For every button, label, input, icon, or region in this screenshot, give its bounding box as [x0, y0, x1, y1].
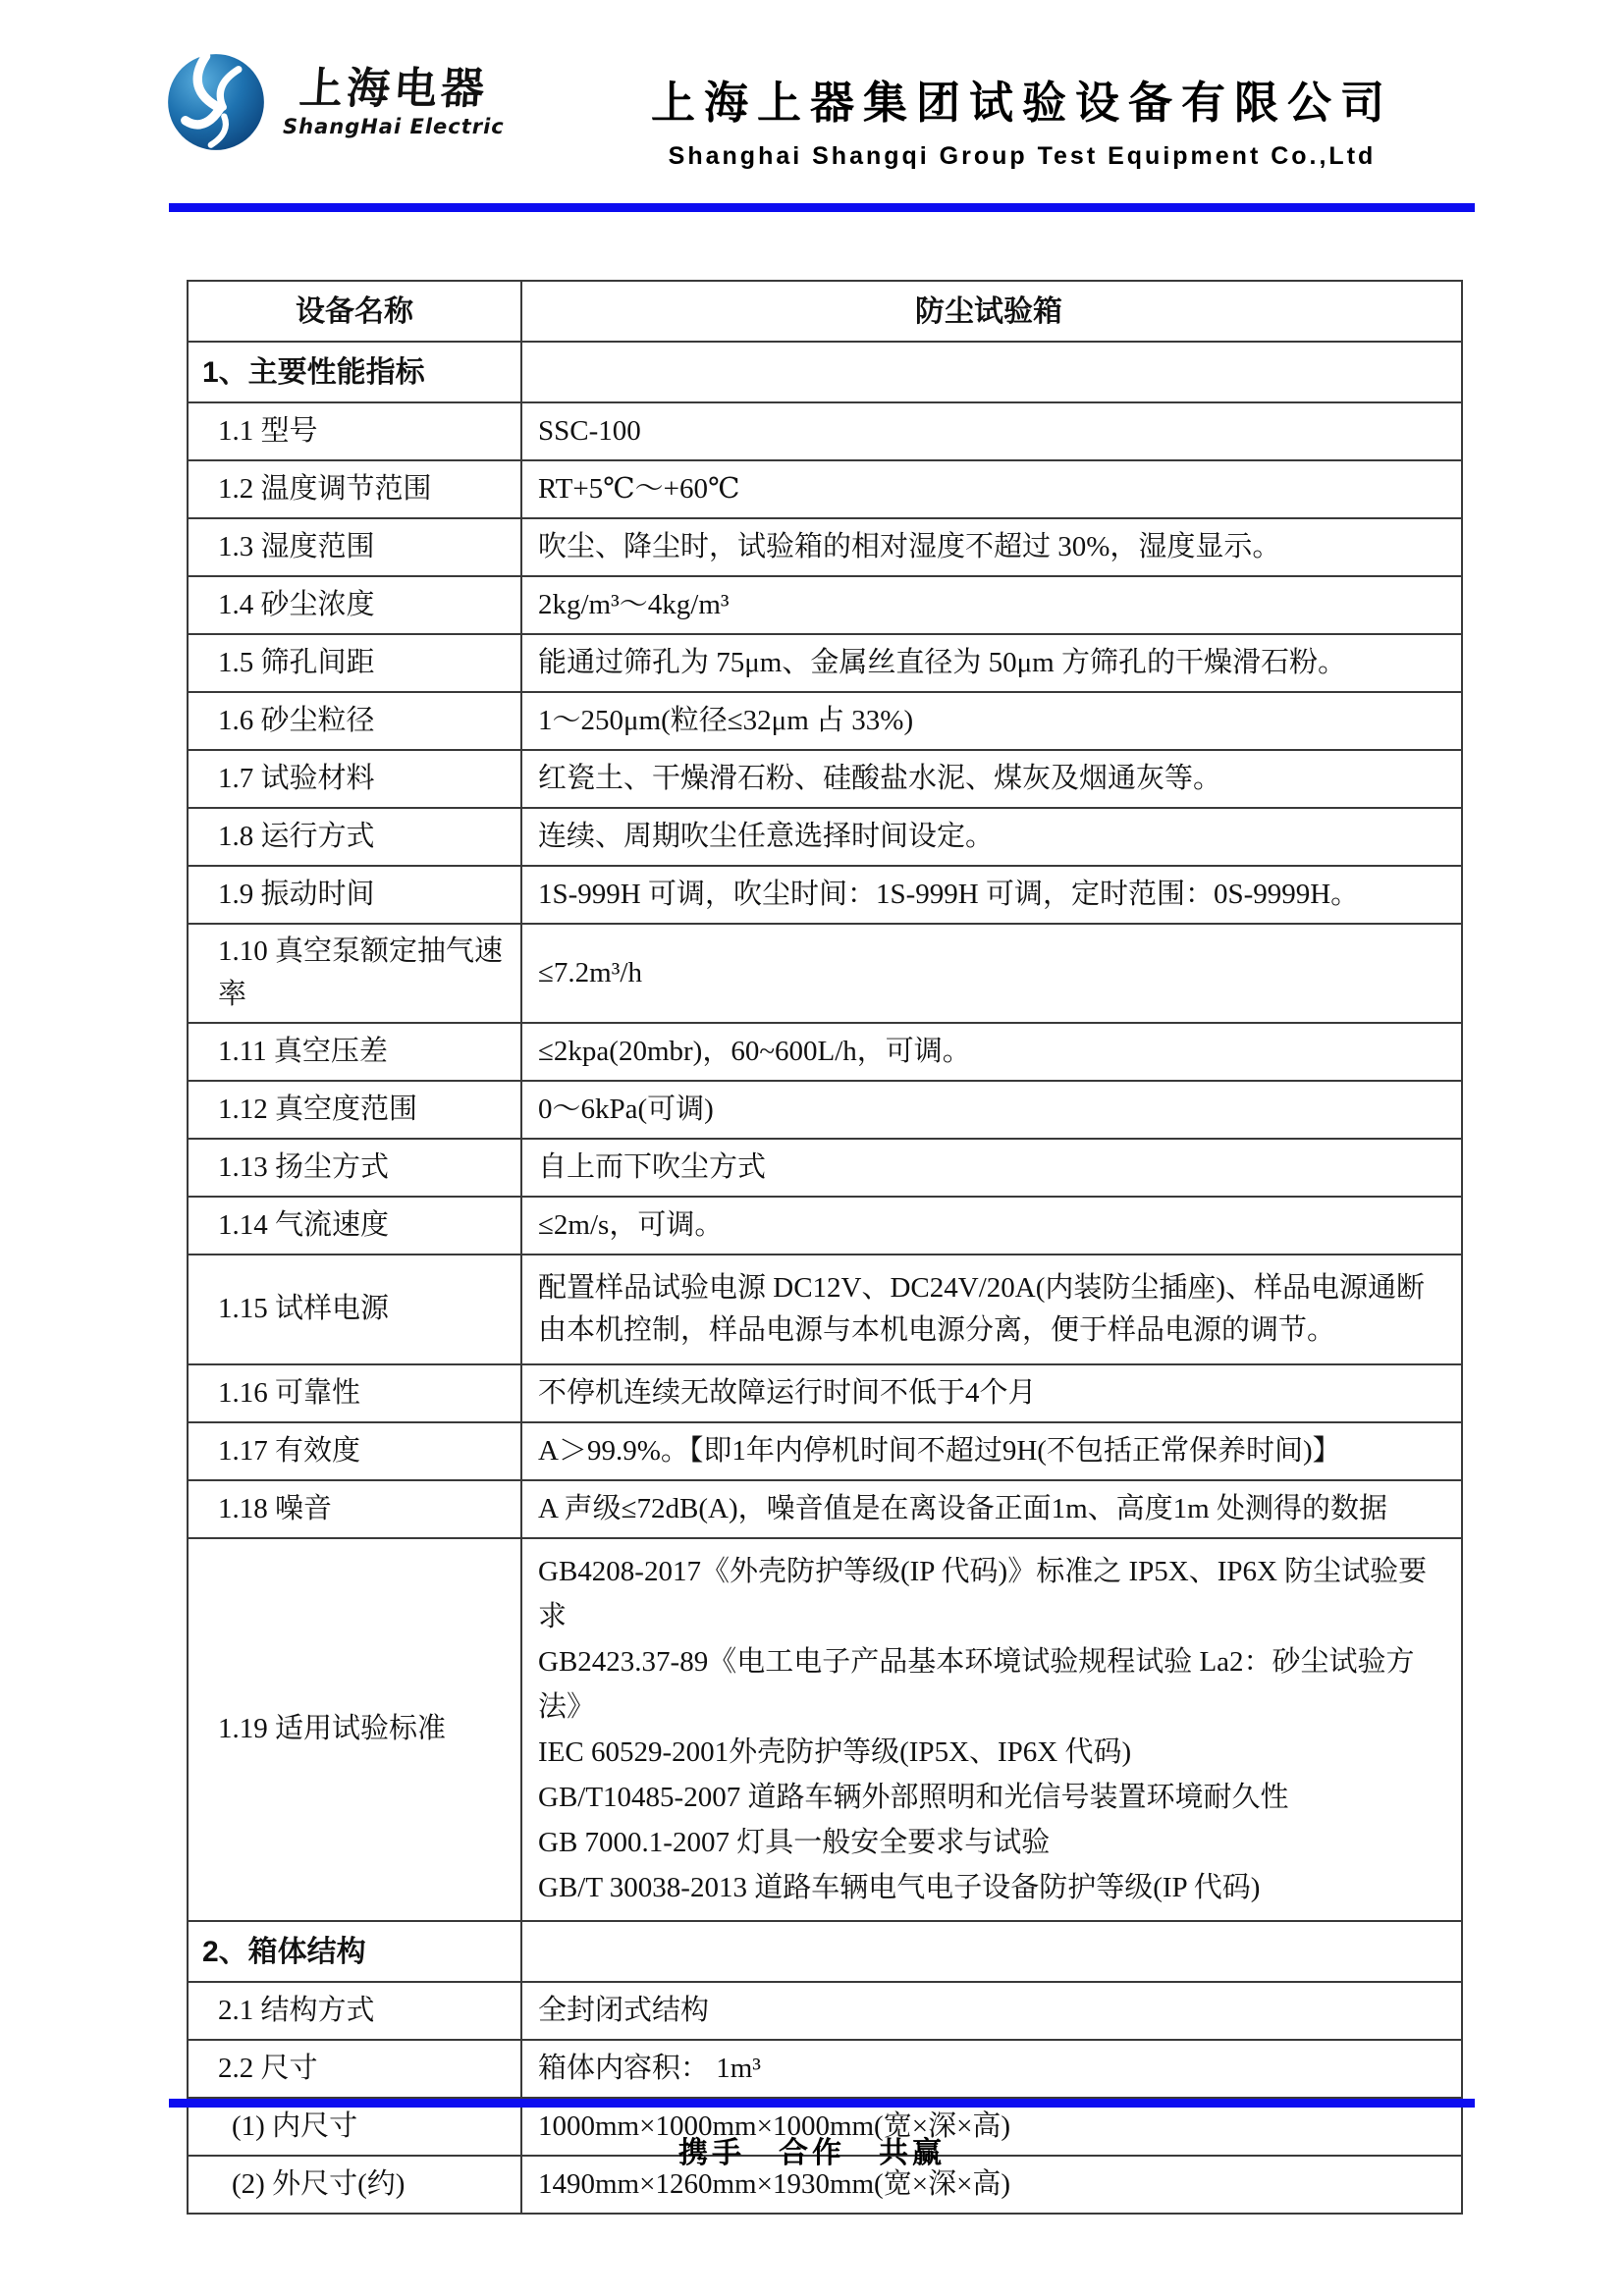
- row-label: 1.9 振动时间: [189, 867, 522, 923]
- table-row: [189, 1421, 1461, 1479]
- row-value: ≤2kpa(20mbr)，60~600L/h，可调。: [538, 1035, 971, 1067]
- standard-line: GB4208-2017《外壳防护等级(IP 代码)》标准之 IP5X、IP6X 防尘试验要求: [538, 1556, 1428, 1632]
- row-label: 1.15 试样电源: [189, 1255, 522, 1363]
- company-name-english: Shanghai Shangqi Group Test Equipment Co.,Ltd: [668, 142, 1377, 170]
- row-label: 1.11 真空压差: [189, 1024, 522, 1080]
- table-row-section: [189, 341, 1461, 401]
- company-logo: [165, 51, 568, 153]
- row-value: 1S-999H 可调，吹尘时间：1S-999H 可调，定时范围：0S-9999H。: [538, 878, 1360, 910]
- row-label: 1.4 砂尘浓度: [189, 577, 522, 633]
- row-label: 设备名称: [189, 282, 522, 341]
- section-label: 2、箱体结构: [189, 1922, 522, 1981]
- row-label: 1.3 湿度范围: [189, 519, 522, 575]
- row-value: 2kg/m³～4kg/m³: [538, 588, 730, 620]
- footer-slogan: 携手 合作 共赢: [678, 2137, 946, 2169]
- row-value: RT+5℃～+60℃: [538, 472, 740, 505]
- row-label: 1.14 气流速度: [189, 1198, 522, 1254]
- table-row: [189, 575, 1461, 633]
- logo-text: [283, 66, 505, 138]
- row-label: 1.18 噪音: [189, 1481, 522, 1537]
- row-value: SSC-100: [538, 414, 641, 447]
- row-value: [522, 1922, 1461, 1981]
- table-row: [189, 1254, 1461, 1363]
- spec-table: [187, 280, 1463, 2215]
- row-value: ≤7.2m³/h: [538, 956, 642, 988]
- table-row: [189, 401, 1461, 459]
- row-label: 1.19 适用试验标准: [189, 1539, 522, 1920]
- table-row-device-name: [189, 282, 1461, 341]
- row-value: 能通过筛孔为 75μm、金属丝直径为 50μm 方筛孔的干燥滑石粉。: [538, 646, 1346, 678]
- row-label: 2.1 结构方式: [189, 1983, 522, 2039]
- logo-english-name: ShangHai Electric: [283, 115, 505, 139]
- row-value: ≤2m/s，可调。: [538, 1208, 724, 1241]
- table-row: [189, 1022, 1461, 1080]
- table-row: [189, 923, 1461, 1022]
- company-titles: [568, 51, 1477, 171]
- row-value: 全封闭式结构: [538, 1994, 710, 2026]
- table-row: [189, 865, 1461, 923]
- row-label: 2.2 尺寸: [189, 2041, 522, 2097]
- row-label: 1.10 真空泵额定抽气速率: [189, 925, 522, 1022]
- table-row: [189, 1138, 1461, 1196]
- row-label: 1.8 运行方式: [189, 809, 522, 865]
- section-label: 1、主要性能指标: [189, 343, 522, 401]
- table-row: [189, 1479, 1461, 1537]
- row-value: 吹尘、降尘时，试验箱的相对湿度不超过 30%，湿度显示。: [538, 530, 1281, 562]
- table-row-section: [189, 1920, 1461, 1981]
- row-label: 1.2 温度调节范围: [189, 461, 522, 517]
- row-value: 防尘试验箱: [915, 294, 1062, 328]
- row-label: 1.13 扬尘方式: [189, 1140, 522, 1196]
- table-row: [189, 691, 1461, 749]
- company-name-chinese: 上海上器集团试验设备有限公司: [650, 78, 1393, 128]
- row-label: 1.16 可靠性: [189, 1365, 522, 1421]
- row-value: 1490mm×1260mm×1930mm(宽×深×高): [538, 2167, 1011, 2200]
- table-row: [189, 1981, 1461, 2039]
- row-value: A＞99.9%。【即1年内停机时间不超过9H(不包括正常保养时间)】: [538, 1434, 1341, 1467]
- row-label: (2) 外尺寸(约): [189, 2157, 522, 2213]
- row-value: 连续、周期吹尘任意选择时间设定。: [538, 820, 995, 852]
- row-value: A 声级≤72dB(A)，噪音值是在离设备正面1m、高度1m 处测得的数据: [538, 1492, 1387, 1524]
- table-row: [189, 459, 1461, 517]
- row-value: 红瓷土、干燥滑石粉、硅酸盐水泥、煤灰及烟通灰等。: [538, 762, 1222, 794]
- footer-divider-rule: [169, 2099, 1475, 2108]
- row-label: 1.1 型号: [189, 403, 522, 459]
- row-value: 0～6kPa(可调): [538, 1093, 714, 1125]
- row-value: 自上而下吹尘方式: [538, 1150, 767, 1183]
- row-value: 配置样品试验电源 DC12V、DC24V/20A(内装防尘插座)、样品电源通断由本机控制，样品电源与本机电源分离，便于样品电源的调节。: [538, 1271, 1426, 1346]
- standard-line: GB/T 30038-2013 道路车辆电气电子设备防护等级(IP 代码): [538, 1872, 1261, 1903]
- table-row: [189, 807, 1461, 865]
- table-row: [189, 1080, 1461, 1138]
- standard-line: GB 7000.1-2007 灯具一般安全要求与试验: [538, 1827, 1051, 1858]
- row-value: 1000mm×1000mm×1000mm(宽×深×高): [538, 2109, 1011, 2142]
- table-row: [189, 749, 1461, 807]
- table-row: [189, 2039, 1461, 2097]
- row-label: 1.6 砂尘粒径: [189, 693, 522, 749]
- row-value: 1～250μm(粒径≤32μm 占 33%): [538, 704, 914, 736]
- row-value-standards-list: [522, 1539, 1461, 1920]
- row-label: 1.5 筛孔间距: [189, 635, 522, 691]
- row-value: [522, 343, 1461, 401]
- table-row: [189, 517, 1461, 575]
- standard-line: IEC 60529-2001外壳防护等级(IP5X、IP6X 代码): [538, 1736, 1132, 1768]
- standard-line: GB2423.37-89《电工电子产品基本环境试验规程试验 La2：砂尘试验方法》: [538, 1646, 1415, 1723]
- row-label: (1) 内尺寸: [189, 2099, 522, 2155]
- row-label: 1.12 真空度范围: [189, 1082, 522, 1138]
- table-row-standards: [189, 1537, 1461, 1920]
- header-divider-rule: [169, 203, 1475, 212]
- table-row: [189, 1363, 1461, 1421]
- page-header: [165, 51, 1477, 171]
- row-label: 1.17 有效度: [189, 1423, 522, 1479]
- logo-chinese-name: 上海电器: [298, 64, 490, 113]
- standard-line: GB/T10485-2007 道路车辆外部照明和光信号装置环境耐久性: [538, 1782, 1289, 1813]
- row-value: 不停机连续无故障运行时间不低于4个月: [538, 1376, 1037, 1409]
- table-row: [189, 633, 1461, 691]
- globe-logo-icon: [165, 51, 267, 153]
- row-label: 1.7 试验材料: [189, 751, 522, 807]
- table-row: [189, 1196, 1461, 1254]
- row-value: 箱体内容积： 1m³: [538, 2052, 762, 2084]
